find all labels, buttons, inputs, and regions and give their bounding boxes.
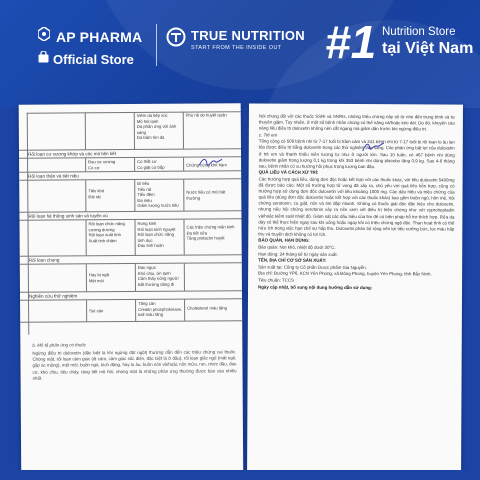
table-cell [28, 220, 85, 255]
table-cell: Nước tiểu có mùi bất thường [183, 179, 241, 210]
table-cell: Sụt cân [86, 300, 135, 321]
manufacturer-heading: TÊN, ĐỊA CHỈ CƠ SỞ SẢN XUẤT: [258, 257, 327, 264]
table-group-row: Rối loạn thận và tiết niệu [19, 171, 241, 181]
withdrawal-paragraph: Nói chung đối với các thuốc SSRI và SNRIs, những triệu chứng này sẽ từ nhẹ đến trung bình và tự thuyên giảm. Tuy nhiên, ở một số bệnh nhân chúng có thể nặng và/hoặc kéo dài. Do đó, khuyến cáo nâng liều điều trị duloxetin không nên cắt ngang mà giảm dần trước khi ngừng điều trị. [258, 113, 455, 132]
leaflet-page-left [19, 103, 244, 480]
table-row [20, 263, 242, 293]
leaflet-text [258, 113, 455, 291]
rank-caption [382, 26, 473, 58]
table-cell: Tiểu khó Đái rát [85, 180, 134, 211]
partner-name: TRUE NUTRITION [191, 28, 305, 43]
table-cell: Co thắt cơ Co giật cơ bắp [134, 158, 183, 171]
shelf-life-line: Hạn dùng: 24 tháng kể từ ngày sản xuất. [258, 251, 338, 257]
storage-heading: BẢO QUẢN, HẠN DÙNG: [258, 237, 310, 244]
partner-tagline: START FROM THE INSIDE OUT [191, 45, 282, 51]
table-cell: Đau cơ xương Co cơ [85, 158, 134, 171]
table-cell: Rối loạn chức năng cương dương Rối loạn xuất tinh Xuất tinh chậm [85, 220, 134, 255]
table-row [19, 179, 241, 213]
table-group-row: Rối loạn cơ xương khớp và các mô liên kết [19, 149, 241, 159]
leaflet-page-right [247, 103, 463, 480]
table-row [19, 219, 241, 257]
true-nutrition-logo-icon [166, 27, 186, 52]
standard-line: Tiêu chuẩn: TCCS [258, 277, 294, 283]
reactions-paragraph: Ngừng điều trị duloxetin (đặc biệt là khi ngừng đột ngột) thường dẫn đến các triệu chứng cai thuốc. Chóng mặt, rối loạn cảm giác (dị cảm, cảm giác sốc điện, đặc biệt là ở đầu), rối loạn giấc ngủ (mất ngủ, gặp ác mộng), mệt mỏi, buồn ngủ, kích động, hay lo âu, buồn nôn và/hoặc nôn mửa, run, nhức đầu, đau cơ, khó chịu, tiêu chảy, tăng tiết mồ hôi, chóng mặt là những phản ứng thường được báo cáo nhiều nhất. [32, 349, 237, 381]
manufacturer-address: Địa chỉ: Đường YP6, KCN Yên Phong, xã Đông Phong, huyện Yên Phong, tỉnh Bắc Ninh. [258, 270, 432, 277]
rank-caption-line2: tại Việt Nam [382, 40, 474, 57]
table-cell: Hay bị ngã Mệt mỏi [86, 264, 135, 291]
handwritten-initial-signature [197, 155, 223, 174]
table-cell: Đau ngực Khó chịu, ớn lạnh Cảm thấy nóng người Bất thường dáng đi [135, 264, 184, 291]
section-heading-reactions: b. Mô tả phản ứng có thuốc [32, 342, 86, 348]
pediatric-heading: c. Trẻ em [258, 132, 278, 138]
ap-pharma-brand[interactable] [38, 27, 142, 68]
table-cell: Bí tiểu Tiểu rát Tiểu đêm Đa niệu Giảm lượng nước tiểu [134, 180, 183, 211]
table-row [20, 299, 242, 323]
table-cell: Tăng cân Creatin phosphokinase, kali máu tăng [135, 300, 184, 321]
table-cell: Phù nề do huyết quản [183, 111, 241, 148]
ap-pharma-logo-icon [38, 27, 50, 46]
table-cell: Rong kinh Rối loạn kinh nguyệt Rối loạn chức năng tình dục Đau tinh hoàn [134, 220, 183, 255]
table-cell: Viêm da tiếp xúc Mồ hôi lạnh Da phản ứng với ánh sáng Da bầm tím da [134, 112, 183, 149]
rank-badge: #1 [325, 16, 377, 68]
adverse-reactions-table [19, 111, 242, 323]
brand-name: AP PHARMA [56, 28, 143, 45]
true-nutrition-brand[interactable] [166, 27, 305, 52]
rank-caption-line1: Nutrition Store [382, 26, 456, 38]
header-divider [156, 24, 157, 66]
storage-line: Bảo quản: Nơi khô, nhiệt độ dưới 30°C. [258, 244, 336, 250]
table-cell: Các triệu chứng mãn kinh Đa tiết sữa Tăng prolactin huyết [183, 219, 241, 254]
official-store-label: Official Store [53, 51, 134, 67]
table-cell [28, 180, 85, 211]
table-cell: Chứng cứng khít hàm [183, 157, 241, 170]
table-row [19, 111, 241, 151]
table-group-row: Rối loạn chung [20, 255, 242, 265]
table-group-row: Rối loạn hệ thống sinh sản và tuyến vú [19, 211, 241, 221]
bottom-band [0, 470, 480, 480]
shopping-bag-icon [38, 50, 49, 68]
overdose-heading: QUÁ LIỀU VÀ CÁCH XỬ TRÍ: [258, 169, 319, 176]
manufacturer-line: Sản xuất tại: Công ty Cổ phần Dược phẩm Gia Nguyễn. [258, 264, 367, 270]
table-group-row: Nghiên cứu thử nghiệm [20, 291, 242, 301]
table-cell [184, 263, 242, 290]
table-cell [29, 300, 86, 321]
store-header [0, 0, 480, 108]
overdose-paragraph: Các trường hợp quá liều, dùng đơn độc hoặc kết hợp với các thuốc khác, với liều duloxetin 5400mg đã được báo cáo. Một số trường hợp tử vong đã xảy ra, chủ yếu với quá liều hỗn hợp, cũng có trường hợp sử dụng đơn độc duloxetin với liều khoảng 1000 mg. Các dấu hiệu và triệu chứng của quá liều (dùng đơn độc duloxetin hoặc kết hợp với các thuốc khác) bao gồm buồn ngủ, hôn mê, hội chứng serotonin, co giật, nôn và tim đập nhanh. Không có thuốc giải độc đặc hiệu cho duloxetin, nhưng nếu hội chứng serotonin xảy ra nên xem xét điều trị triệu chứng như với cyproheptadin và/hoặc kiểm soát nhiệt độ. Giám sát các dấu hiệu của tim để có biện pháp hỗ trợ thích hợp. Rửa dạ dày có thể thực hiện ngay sau khi uống hoặc ngay khi có triệu chứng ngộ độc. Than hoạt tính có thể hữu ích trong việc hạn chế sự hấp thu. Duloxetin phân bố rộng nên lợi tiểu cưỡng bức, lọc máu hấp thu và truyền dịch không có lợi ích. [258, 176, 455, 237]
table-cell: Cholesterol máu tăng [184, 299, 242, 320]
table-cell [28, 112, 85, 149]
table-cell [28, 158, 85, 171]
update-date-line: Ngày cập nhật, bổ sung nội dung hướng dẫn sử dụng: [258, 284, 373, 290]
pediatric-paragraph: Tổng cộng có 509 bệnh nhi từ 7-17 tuổi bị trầm cảm và 241 bệnh nhi từ 7-17 tuổi bị rối loạn lo âu lan tỏa được điều trị bằng duloxetin trong các thử nghiệm lâm sàng. Các phản ứng bất lợi của duloxetin ở trẻ em và thanh thiếu niên tương tự như ở người lớn. Sau 10 tuần, có 467 bệnh nhi dùng duloxetin giảm trọng lượng 0,1 kg trong khi 353 bệnh nhi dùng placebo tăng 0,9 kg. Sau 4-6 tháng sau, bệnh nhân có xu hướng hồi phục trọng lượng ban đầu. [258, 138, 455, 169]
table-cell [85, 112, 134, 149]
handwritten-initial-signature [361, 140, 385, 159]
table-cell [29, 264, 86, 291]
